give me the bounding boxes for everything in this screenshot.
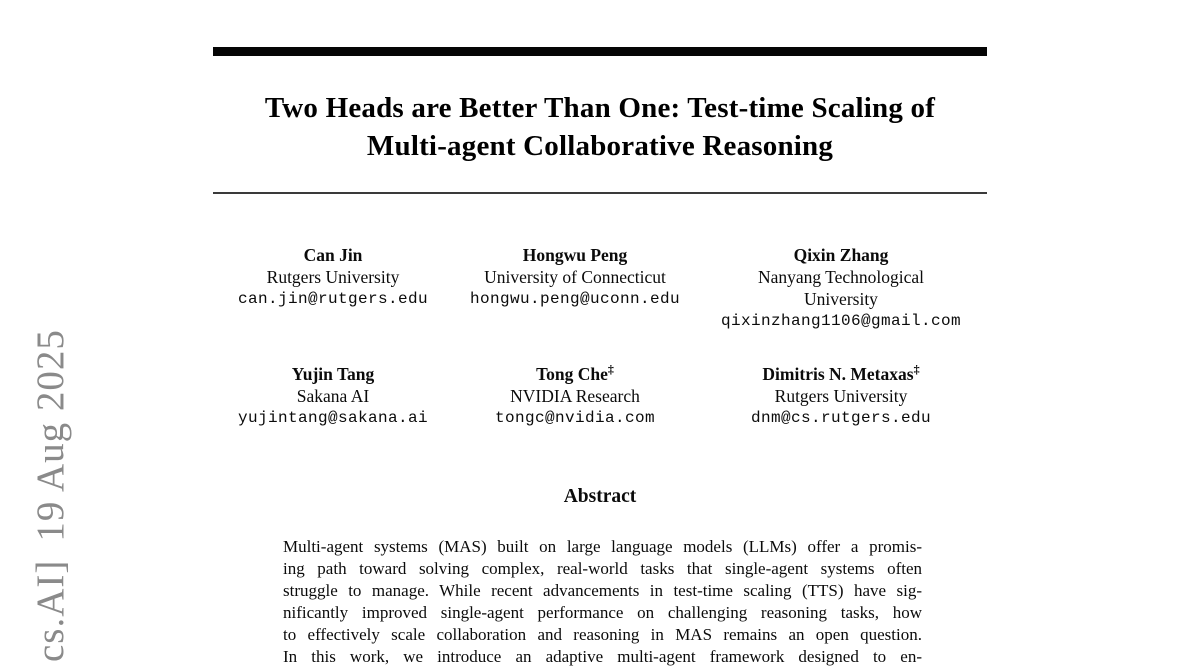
author-block-qixin-zhang [716,244,966,332]
author-mark: ‡ [913,362,920,377]
author-name [450,363,700,385]
author-name-text: Can Jin [303,245,363,265]
abstract-heading: Abstract [563,486,637,507]
arxiv-watermark-date: 19 Aug 2025 [29,329,72,542]
top-thick-rule [213,47,987,56]
author-email: hongwu.peng@uconn.edu [469,290,681,308]
author-mark: ‡ [607,362,614,377]
author-name-text: Dimitris N. Metaxas [762,364,914,384]
author-email: tongc@nvidia.com [494,409,656,427]
abstract-line: struggle to manage. While recent advancements in test-time scaling (TTS) have sig- [283,581,922,600]
paper-title-line2: Multi-agent Collaborative Reasoning [366,130,834,162]
title-divider-rule [213,192,987,194]
author-affiliation: Nanyang Technological University [757,267,925,309]
abstract-line: Multi-agent systems (MAS) built on large language models (LLMs) offer a promis- [283,537,922,556]
arxiv-watermark-category: cs.AI] [29,559,72,662]
author-affiliation: Rutgers University [774,386,908,406]
author-name-text: Tong Che [536,364,608,384]
author-name-text: Hongwu Peng [522,245,628,265]
author-name [213,363,453,385]
arxiv-watermark [28,302,73,662]
author-block-yujin-tang [213,363,453,429]
author-name-text: Qixin Zhang [793,245,889,265]
author-email: dnm@cs.rutgers.edu [750,409,932,427]
author-block-can-jin [213,244,453,310]
abstract-line: ing path toward solving complex, real-world tasks that single-agent systems often [283,559,922,578]
author-name [716,363,966,385]
author-affiliation: NVIDIA Research [510,386,640,406]
abstract-line: to effectively scale collaboration and reasoning in MAS remains an open question. [283,625,922,644]
author-block-hongwu-peng [450,244,700,310]
abstract-line-clipped: In this work, we introduce an adaptive multi-agent framework designed to en- [283,647,922,666]
author-email: can.jin@rutgers.edu [237,290,429,308]
author-block-dimitris-metaxas [716,363,966,429]
paper-title-line1: Two Heads are Better Than One: Test-time Scaling of [264,92,936,124]
author-email: yujintang@sakana.ai [237,409,429,427]
paper-title [213,89,987,165]
author-affiliation: Rutgers University [266,267,400,287]
author-name [450,244,700,266]
author-block-tong-che [450,363,700,429]
author-name [716,244,966,266]
abstract-text [283,536,922,668]
author-email: qixinzhang1106@gmail.com [720,312,962,330]
abstract-line: nificantly improved single-agent performance on challenging reasoning tasks, how [283,603,922,622]
author-name-text: Yujin Tang [291,364,375,384]
author-affiliation: University of Connecticut [484,267,666,287]
author-affiliation: Sakana AI [296,386,370,406]
author-name [213,244,453,266]
